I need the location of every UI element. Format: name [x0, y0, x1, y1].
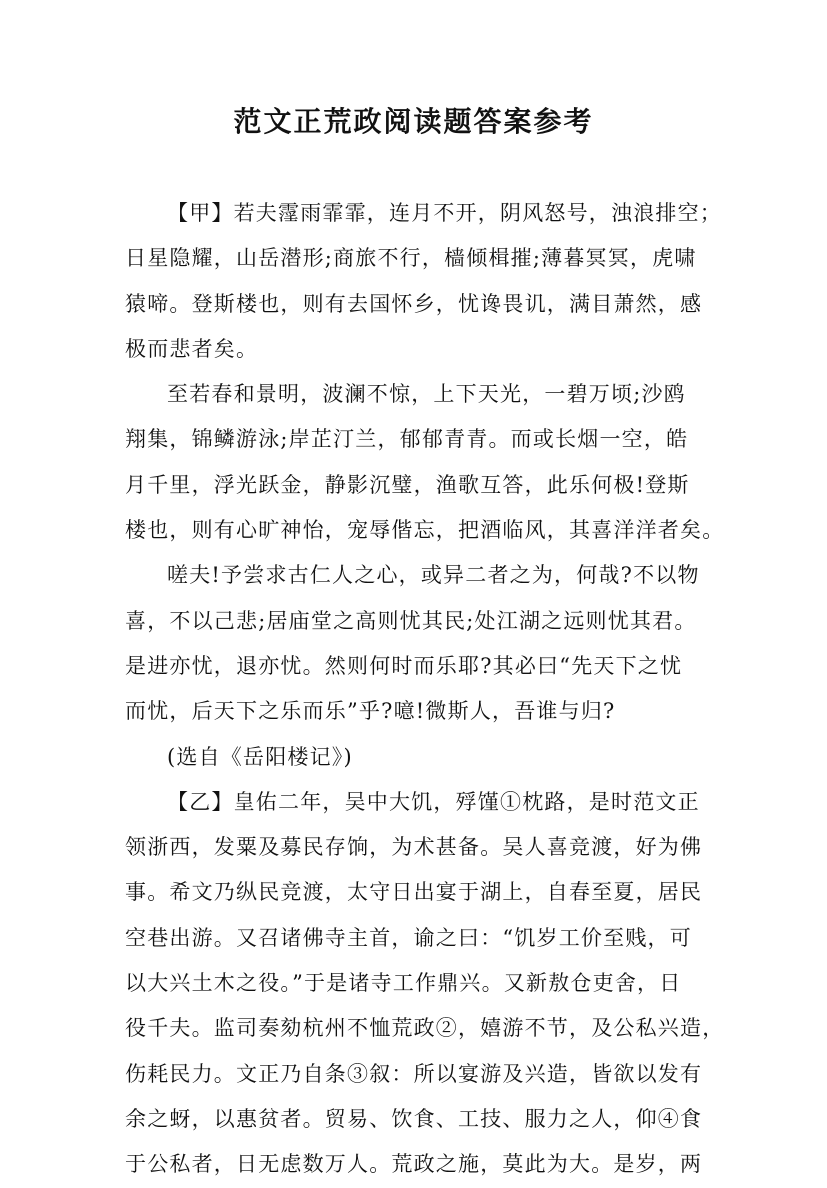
text-line: 而忧，后天下之乐而乐”乎?噫!微斯人，吾谁与归?	[125, 699, 616, 724]
text-line: 至若春和景明，波澜不惊，上下天光，一碧万顷;沙鸥	[167, 382, 686, 407]
paragraph-yi-1	[125, 780, 725, 1188]
text-line: 役千夫。监司奏劾杭州不恤荒政②，嬉游不节，及公私兴造，	[125, 1016, 725, 1041]
document-body	[125, 191, 725, 1188]
text-line: 事。希文乃纵民竞渡，太守日出宴于湖上，自春至夏，居民	[125, 880, 703, 905]
text-line: 空巷出游。又召诸佛寺主首，谕之曰：“饥岁工价至贱，可	[125, 925, 692, 950]
paragraph-jia-2	[125, 372, 725, 553]
paragraph-jia-1	[125, 191, 722, 372]
source-citation	[125, 735, 715, 780]
text-line: 【甲】若夫霪雨霏霏，连月不开，阴风怒号，浊浪排空；	[167, 201, 722, 225]
text-line: 日星隐耀，山岳潜形;商旅不行，樯倾楫摧;薄暮冥冥，虎啸	[125, 246, 697, 271]
text-line: 楼也，则有心旷神怡，宠辱偕忘，把酒临风，其喜洋洋者矣。	[125, 518, 725, 543]
text-line: 余之蚜，以惠贫者。贸易、饮食、工技、服力之人，仰④食	[125, 1106, 703, 1131]
text-line: 翔集，锦鳞游泳;岸芷汀兰，郁郁青青。而或长烟一空，皓	[125, 427, 689, 452]
document-title: 范文正荒政阅读题答案参考	[233, 105, 594, 138]
text-line: 猿啼。登斯楼也，则有去国怀乡，忧谗畏讥，满目萧然，感	[125, 291, 703, 316]
text-line: 月千里，浮光跃金，静影沉璧，渔歌互答，此乐何极!登斯	[125, 472, 690, 497]
text-line: 【乙】皇佑二年，吴中大饥，殍馑①枕路，是时范文正	[167, 789, 700, 814]
text-line: 极而悲者矣。	[125, 336, 259, 361]
paragraph-jia-3	[125, 553, 715, 734]
text-line: 领浙西，发粟及募民存饷，为术甚备。吴人喜竞渡，好为佛	[125, 835, 703, 860]
text-line: 喜，不以己悲;居庙堂之高则忧其民;处江湖之远则忧其君。	[125, 608, 697, 633]
text-line: 以大兴土木之役。”于是诸寺工作鼎兴。又新敖仓吏舍，日	[125, 971, 682, 996]
text-line: (选自《岳阳楼记》)	[167, 744, 353, 769]
text-line: 是进亦忧，退亦忧。然则何时而乐耶?其必曰“先天下之忧	[125, 653, 683, 678]
text-line: 嗟夫!予尝求古仁人之心，或异二者之为，何哉?不以物	[167, 563, 700, 588]
text-line: 伤耗民力。文正乃自条③叙：所以宴游及兴造，皆欲以发有	[125, 1061, 703, 1086]
text-line: 于公私者，日无虑数万人。荒政之施，莫此为大。是岁，两	[125, 1152, 703, 1177]
